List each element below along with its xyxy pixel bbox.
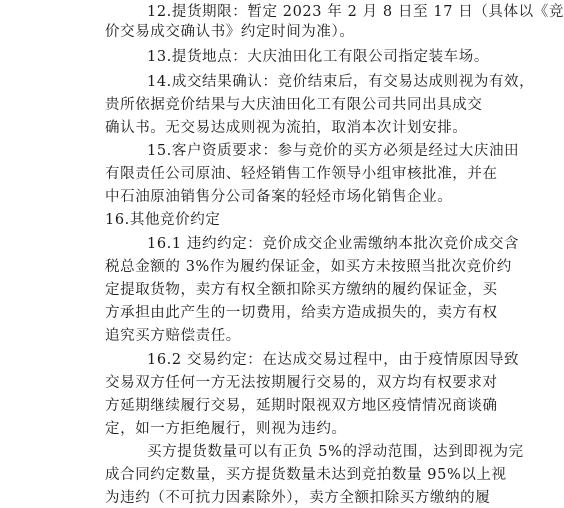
text-line: 中石油原油销售分公司备案的轻烃市场化销售企业。: [105, 189, 453, 205]
text-line: 贵所依据竞价结果与大庆油田化工有限公司共同出具成交: [105, 97, 483, 113]
text-line: 成合同约定数量，买方提货数量未达到竞拍数量 95%以上视: [105, 467, 507, 483]
text-line: 定提取货物，卖方有权全额扣除买方缴纳的履约保证金，买: [105, 282, 498, 298]
text-line: 价交易成交确认书》约定时间为准）。: [105, 24, 355, 40]
section-heading: 16.其他竞价约定: [105, 212, 221, 228]
text-line: 确认书。无交易达成则视为流拍，取消本次计划安排。: [105, 120, 468, 136]
text-line: 定，如一方拒绝履行，则视为违约。: [105, 421, 347, 437]
text-line: 税总金额的 3%作为履约保证金，如买方未按照当批次竞价约: [105, 259, 512, 275]
text-line: 12.提货期限：暂定 2023 年 2 月 8 日至 17 日（具体以《竞: [147, 4, 564, 20]
text-line: 交易双方任何一方无法按期履行交易的，双方均有权要求对: [105, 375, 498, 391]
text-line: 15.客户资质要求：参与竞价的买方必须是经过大庆油田: [147, 143, 520, 159]
text-line: 为违约（不可抗力因素除外），卖方全额扣除买方缴纳的履: [105, 490, 491, 506]
text-line: 16.2 交易约定：在达成交易过程中，由于疫情原因导致: [147, 352, 520, 368]
text-line: 追究买方赔偿责任。: [105, 328, 241, 344]
text-line: 买方提货数量可以有正负 5%的浮动范围，达到即视为完: [147, 444, 524, 460]
text-line: 有限责任公司原油、轻烃销售工作领导小组审核批准，并在: [105, 166, 498, 182]
text-line: 方承担由此产生的一切费用，给卖方造成损失的，卖方有权: [105, 305, 498, 321]
text-line: 13.提货地点：大庆油田化工有限公司指定装车场。: [147, 49, 489, 65]
text-line: 16.1 违约约定：竞价成交企业需缴纳本批次竞价成交含: [147, 236, 520, 252]
text-line: 方延期继续履行交易，延期时限视双方地区疫情情况商谈确: [105, 398, 498, 414]
text-line: 14.成交结果确认：竞价结束后，有交易达成则视为有效，: [147, 74, 535, 90]
